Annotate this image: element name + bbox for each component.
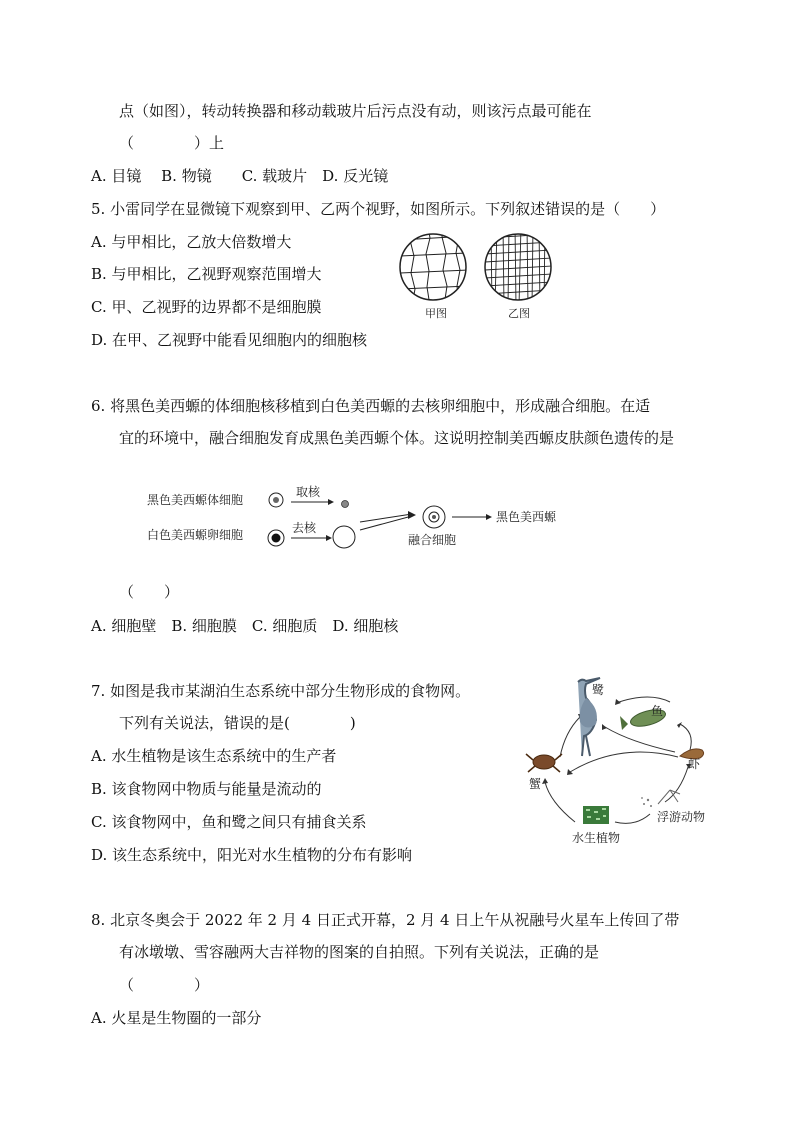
enucleated-egg-icon <box>333 526 355 548</box>
q6-options: A. 细胞壁 B. 细胞膜 C. 细胞质 D. 细胞核 <box>91 617 399 635</box>
arrow-shrimp-to-heron <box>605 727 675 752</box>
q5-option-b: B. 与甲相比，乙视野观察范围增大 <box>91 265 322 283</box>
merge-lines <box>360 514 412 530</box>
q5-option-a: A. 与甲相比，乙放大倍数增大 <box>91 233 292 251</box>
q8-stem-line1: 8. 北京冬奥会于 2022 年 2 月 4 日正式开幕，2 月 4 日上午从祝融号火星车上传回了带 <box>91 911 680 929</box>
q4-blank-line: （ ）上 <box>119 134 225 152</box>
q8-blank: （ ） <box>119 976 210 994</box>
q8-option-a: A. 火星是生物圈的一部分 <box>91 1009 262 1027</box>
q7-option-c: C. 该食物网中，鱼和鹭之间只有捕食关系 <box>91 813 367 831</box>
black-body-cell-label: 黑色美西螈体细胞 <box>147 493 244 507</box>
take-nucleus-label: 取核 <box>296 485 321 499</box>
shrimp-label: 虾 <box>688 757 701 771</box>
field-jia-label: 甲图 <box>425 307 447 320</box>
plants-label: 水生植物 <box>572 831 621 845</box>
crab-label: 蟹 <box>529 777 542 791</box>
heron-label: 鹭 <box>592 683 605 697</box>
white-egg-cell-label: 白色美西螈卵细胞 <box>147 528 244 542</box>
q7-option-b: B. 该食物网中物质与能量是流动的 <box>91 780 322 798</box>
q4-stem-line: 点（如图），转动转换器和移动载玻片后污点没有动，则该污点最可能在 <box>119 102 592 120</box>
aquatic-plants-icon <box>583 806 609 824</box>
q6-stem-line2: 宜的环境中，融合细胞发育成黑色美西螈个体。这说明控制美西螈皮肤颜色遗传的是 <box>119 429 675 447</box>
arrow-plankton-to-shrimp <box>665 767 688 802</box>
nucleus-icon <box>342 501 349 508</box>
arrow-plants-to-plankton <box>615 814 650 823</box>
q6-stem-line1: 6. 将黑色美西螈的体细胞核移植到白色美西螈的去核卵细胞中，形成融合细胞。在适 <box>91 397 651 415</box>
q5-stem: 5. 小雷同学在显微镜下观察到甲、乙两个视野，如图所示。下列叙述错误的是（ ） <box>91 200 666 218</box>
field-jia-circle <box>400 226 468 306</box>
q7-stem-line1: 7. 如图是我市某湖泊生态系统中部分生物形成的食物网。 <box>91 682 471 700</box>
q5-option-c: C. 甲、乙视野的边界都不是细胞膜 <box>91 298 322 316</box>
field-yi-circle <box>485 226 552 306</box>
plankton-icon <box>641 790 680 807</box>
q7-option-a: A. 水生植物是该生态系统中的生产者 <box>91 747 337 765</box>
q8-stem-line2: 有冰墩墩、雪容融两大吉祥物的图案的自拍照。下列有关说法，正确的是 <box>119 943 600 961</box>
q5-option-d: D. 在甲、乙视野中能看见细胞内的细胞核 <box>91 331 368 349</box>
q7-stem-line2: 下列有关说法，错误的是( ) <box>119 714 356 732</box>
arrow-fish-to-heron <box>619 697 670 702</box>
q4-options: A. 目镜 B. 物镜 C. 载玻片 D. 反光镜 <box>91 167 389 185</box>
arrow-plants-to-crab <box>545 782 575 822</box>
microscope-fields-figure <box>398 226 558 322</box>
q7-option-d: D. 该生态系统中，阳光对水生植物的分布有影响 <box>91 846 413 864</box>
q6-blank: （ ） <box>119 583 180 601</box>
plankton-label: 浮游动物 <box>657 810 706 824</box>
remove-nucleus-label: 去核 <box>292 521 317 535</box>
food-web-figure <box>520 672 720 857</box>
fused-cell-label: 融合细胞 <box>408 533 457 547</box>
arrow-shrimp-to-crab <box>570 752 678 772</box>
black-axolotl-label: 黑色美西螈 <box>496 510 557 524</box>
field-yi-label: 乙图 <box>508 307 530 320</box>
arrow-shrimp-to-fish <box>680 724 691 750</box>
arrow-crab-to-heron <box>560 717 580 757</box>
crab-icon <box>526 754 562 772</box>
fish-label: 鱼 <box>651 704 664 718</box>
nuclear-transfer-diagram <box>140 480 580 560</box>
